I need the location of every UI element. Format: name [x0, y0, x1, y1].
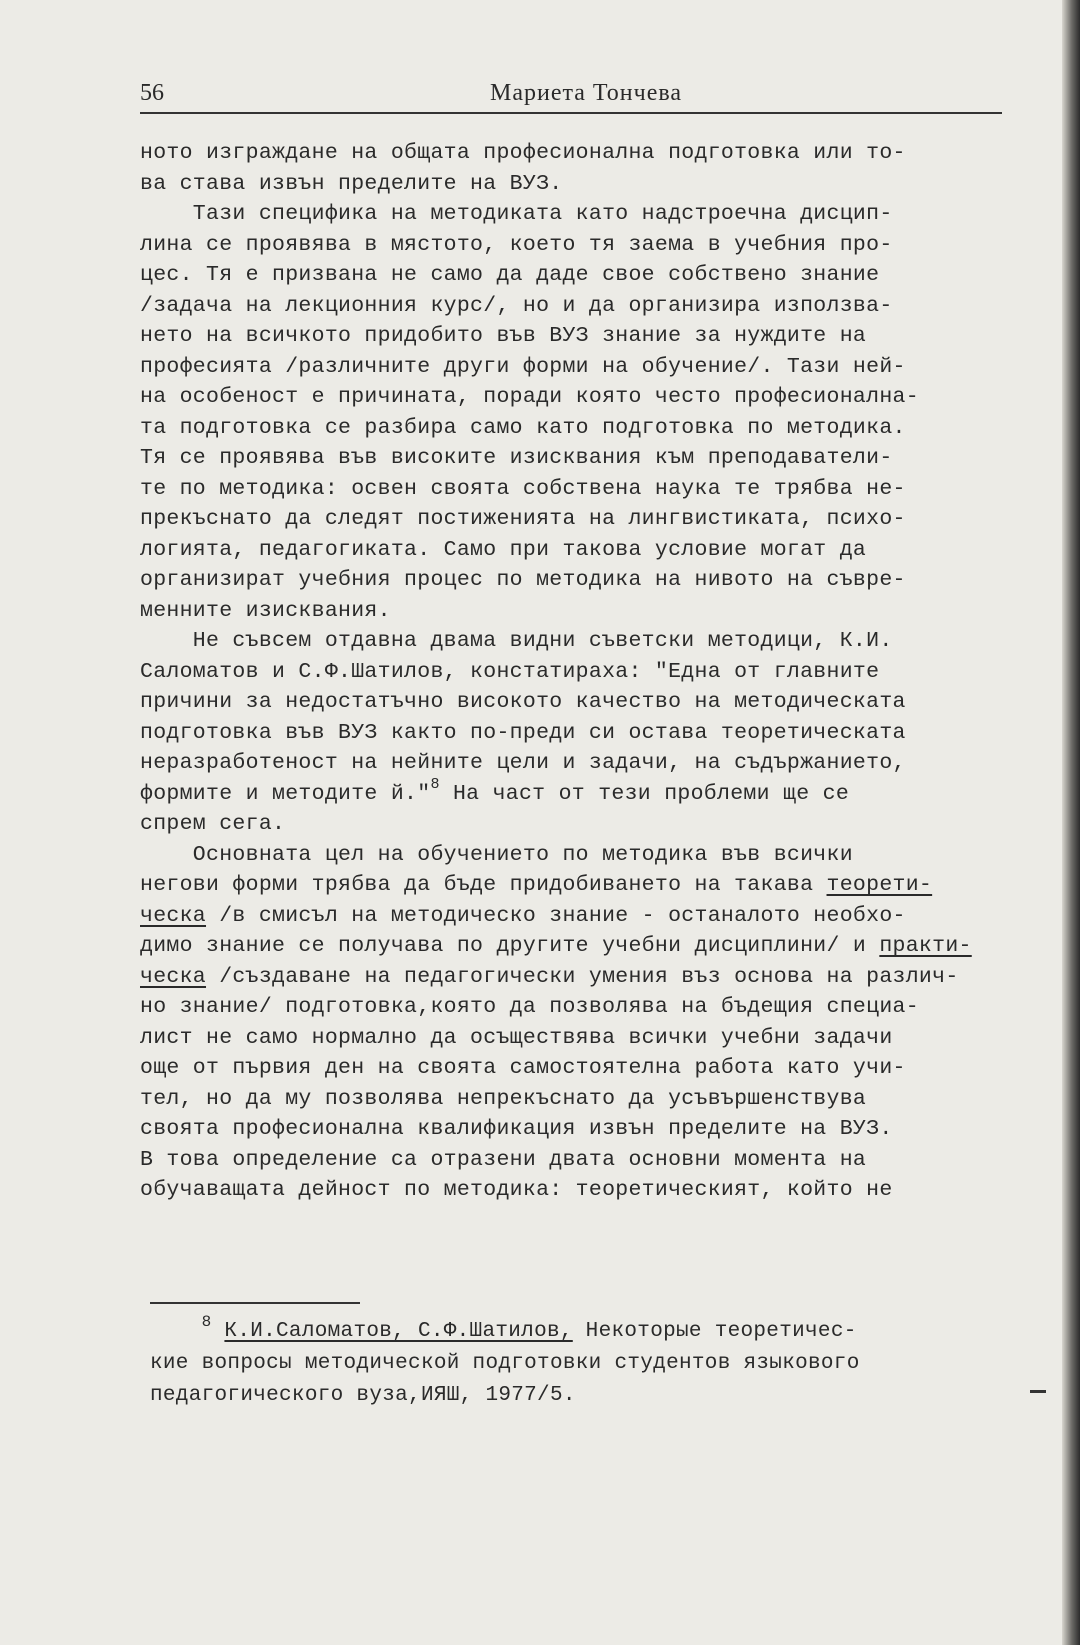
text-line: лина се проявява в мястото, което тя заема в учебния про-: [140, 232, 893, 257]
text-line: те по методика: освен своята собствена наука те трябва не-: [140, 476, 906, 501]
text-line: на особеност е причината, поради която често професионална-: [140, 385, 919, 409]
footnote-marker: 8: [201, 1313, 212, 1331]
footnote-line: кие вопросы методической подготовки студентов языкового: [150, 1352, 860, 1375]
text-line: Тази специфика на методиката като надстроечна дисцип-: [140, 202, 893, 226]
page-number: 56: [140, 80, 164, 106]
text-line: Саломатов и С.Ф.Шатилов, констатираха: "Една от главните: [140, 659, 880, 684]
text-line: неразработеност на нейните цели и задачи, на съдържанието,: [140, 751, 906, 775]
text-line: прекъснато да следят постиженията на лингвистиката, психо-: [140, 507, 906, 531]
text-span: димо знание се получава по другите учебни дисциплини/ и: [140, 934, 880, 958]
text-line: професията /различните други форми на обучение/. Тази ней-: [140, 354, 906, 379]
text-line: още от първия ден на своята самостоятелна работа като учи-: [140, 1056, 906, 1080]
text-line: та подготовка се разбира само като подготовка по методика.: [140, 415, 906, 440]
margin-mark: [1030, 1390, 1046, 1393]
text-line: логията, педагогиката. Само при такова условие могат да: [140, 537, 867, 562]
text-span: негови форми трябва да бъде придобиването на такава: [140, 873, 827, 897]
text-line: ва става извън пределите на ВУЗ.: [140, 171, 563, 196]
text-line: тел, но да му позволява непрекъснато да усъвършенствува: [140, 1086, 867, 1111]
underlined-term: ческа: [140, 964, 207, 989]
footnote-divider: [150, 1302, 360, 1304]
footnote-authors: К.И.Саломатов, С.Ф.Шатилов,: [224, 1320, 573, 1343]
text-line: нето на всичкото придобито във ВУЗ знание за нуждите на: [140, 324, 867, 348]
text-line: подготовка във ВУЗ както по-преди си остава теоретическата: [140, 720, 906, 745]
text-line: [140, 901, 1020, 932]
footnote-line: педагогического вуза,ИЯШ, 1977/5.: [150, 1384, 576, 1407]
quote-end: формите и методите й.": [140, 781, 431, 806]
text-line: [140, 870, 1020, 901]
text-line: организират учебния процес по методика на нивото на съвре-: [140, 568, 906, 592]
body-text: [140, 138, 1020, 1206]
text-line: Основната цел на обучението по методика във всички: [140, 842, 853, 867]
text-line: ното изграждане на общата професионална подготовка или то-: [140, 141, 906, 165]
text-line: менните изисквания.: [140, 598, 391, 623]
text-line: /задача на лекционния курс/, но и да организира използва-: [140, 293, 893, 318]
text-line: Не съвсем отдавна двама видни съветски методици, К.И.: [140, 629, 893, 653]
text-line: своята професионална квалификация извън пределите на ВУЗ.: [140, 1117, 893, 1141]
text-span: /създаване на педагогически умения въз основа на различ-: [206, 964, 959, 989]
text-line: лист не само нормално да осъществява всички учебни задачи: [140, 1025, 893, 1050]
running-head: [140, 78, 1002, 114]
underlined-term: ческа: [140, 903, 207, 928]
running-title: Мариета Тончева: [490, 80, 683, 106]
text-line: [140, 962, 1020, 993]
footnote-line: [150, 1313, 1030, 1348]
text-span: /в смисъл на методическо знание - останалото необхо-: [206, 903, 906, 928]
text-line: цес. Тя е призвана не само да даде свое собствено знание: [140, 263, 880, 287]
text-line: В това определение са отразени двата основни момента на: [140, 1147, 867, 1172]
text-span: На част от тези проблеми ще се: [439, 781, 850, 806]
page-edge-shadow: [1062, 0, 1080, 1645]
footnote-title: Некоторые теоретичес-: [572, 1320, 857, 1343]
footnote: [150, 1313, 1030, 1412]
text-line: обучаващата дейност по методика: теоретическият, който не: [140, 1178, 893, 1202]
underlined-term: теорети-: [826, 873, 933, 897]
footnote-reference: 8: [430, 776, 440, 794]
text-line: причини за недостатъчно високото качество на методическата: [140, 690, 906, 714]
text-line: [140, 931, 1020, 962]
text-line: но знание/ подготовка,която да позволява на бъдещия специа-: [140, 995, 919, 1019]
underlined-term: практи-: [879, 934, 972, 958]
text-line: спрем сега.: [140, 812, 286, 836]
text-line: Тя се проявява във високите изисквания към преподаватели-: [140, 446, 893, 470]
text-line: [140, 776, 1020, 810]
